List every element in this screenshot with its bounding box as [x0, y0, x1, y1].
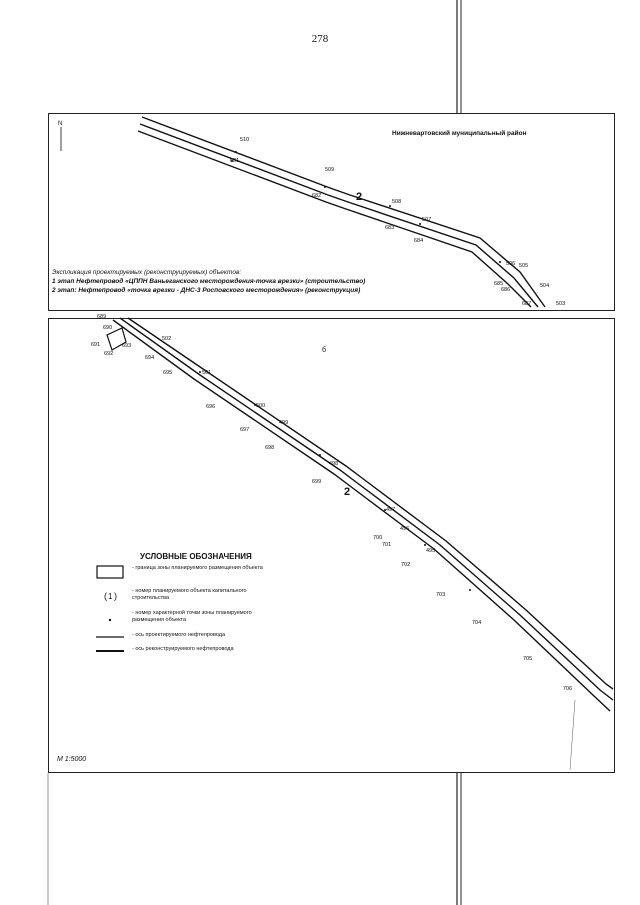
legend-text: - ось проектируемого нефтепровода	[132, 632, 226, 638]
point-label: 698	[265, 445, 275, 451]
point-label: 691	[91, 342, 101, 348]
svg-text:): )	[114, 591, 117, 601]
legend-text: - граница зоны планируемого размещения объекта	[132, 565, 263, 571]
point-label: 496	[400, 526, 410, 532]
point-label: 705	[523, 656, 533, 662]
legend-row-characteristic-point	[96, 610, 316, 624]
legend-text: - номер планируемого объекта капитального строительства	[132, 588, 247, 601]
legend-row-object-number	[96, 588, 316, 602]
point-label: 701	[382, 542, 392, 548]
point-label: 697	[240, 427, 250, 433]
reconstructed-pipeline-symbol-icon	[96, 646, 124, 660]
legend-row-zone-boundary	[96, 565, 316, 579]
point-label: 685	[494, 281, 504, 287]
legend-symbol-number: 1	[108, 592, 113, 601]
point-label: 502	[162, 336, 172, 342]
point-label: 510	[240, 137, 250, 143]
point-label: 503	[556, 301, 566, 307]
point-label: 495	[426, 548, 436, 554]
legend-row-designed-pipeline	[96, 632, 316, 646]
point-label: 687	[522, 301, 532, 307]
legend-text: - номер характерной точки зоны планируемого размещения объекта	[132, 610, 252, 623]
map-scale: М 1:5000	[57, 756, 87, 763]
point-label: 500	[256, 403, 266, 409]
point-label: 681	[230, 158, 240, 164]
explication-stage-1: 1 этап Нефтепровод «ЦППН Ваньеганского месторождения-точка врезки» (строительство)	[52, 278, 366, 285]
designed-pipeline-symbol-icon	[96, 632, 124, 646]
point-label: 692	[104, 351, 114, 357]
point-label: 703	[436, 592, 446, 598]
point-label: 504	[540, 283, 550, 289]
object-number-symbol-icon	[96, 588, 124, 602]
svg-text:б: б	[322, 347, 327, 354]
route-number: 2	[356, 191, 363, 203]
district-name: Нижневартовский муниципальный район	[392, 130, 527, 137]
point-label: 700	[373, 535, 383, 541]
explication-title: Экспликация проектируемых (реконструируемых) объектов:	[52, 269, 242, 276]
route-number: 2	[344, 486, 351, 498]
point-label: 702	[401, 562, 411, 568]
zone-boundary-symbol-icon	[96, 565, 124, 579]
point-label: 699	[312, 479, 322, 485]
legend-text: - ось реконструируемого нефтепровода	[132, 646, 234, 652]
legend-title: УСЛОВНЫЕ ОБОЗНАЧЕНИЯ	[140, 552, 252, 561]
point-label: 683	[385, 225, 395, 231]
point-label: 689	[97, 314, 107, 320]
point-label: 508	[392, 199, 402, 205]
point-label: 497	[386, 507, 396, 513]
point-label: 684	[414, 238, 424, 244]
explication-stage-2: 2 этап: Нефтепровод «точка врезки - ДНС-3 Росповского месторождения» (реконструкция)	[52, 287, 361, 294]
point-label: 509	[325, 167, 335, 173]
point-label: 690	[103, 325, 113, 331]
legend-row-reconstructed-pipeline	[96, 646, 316, 660]
point-label: 498	[329, 461, 339, 467]
page-number: 278	[311, 33, 329, 45]
characteristic-point-symbol-icon	[96, 610, 124, 624]
point-label: 686	[501, 287, 511, 293]
point-label: 505	[519, 263, 529, 269]
point-label: 696	[206, 404, 216, 410]
point-label: 694	[145, 355, 155, 361]
point-label: 499	[279, 420, 289, 426]
point-label: 682	[312, 193, 322, 199]
point-label: 507	[422, 217, 432, 223]
point-label: 501	[202, 370, 212, 376]
point-label: 693	[122, 343, 132, 349]
north-label: N	[58, 121, 63, 127]
point-label: 695	[163, 370, 173, 376]
point-label: 706	[563, 686, 573, 692]
point-label: 506	[506, 261, 516, 267]
svg-text:(: (	[104, 591, 107, 601]
point-label: 704	[472, 620, 482, 626]
